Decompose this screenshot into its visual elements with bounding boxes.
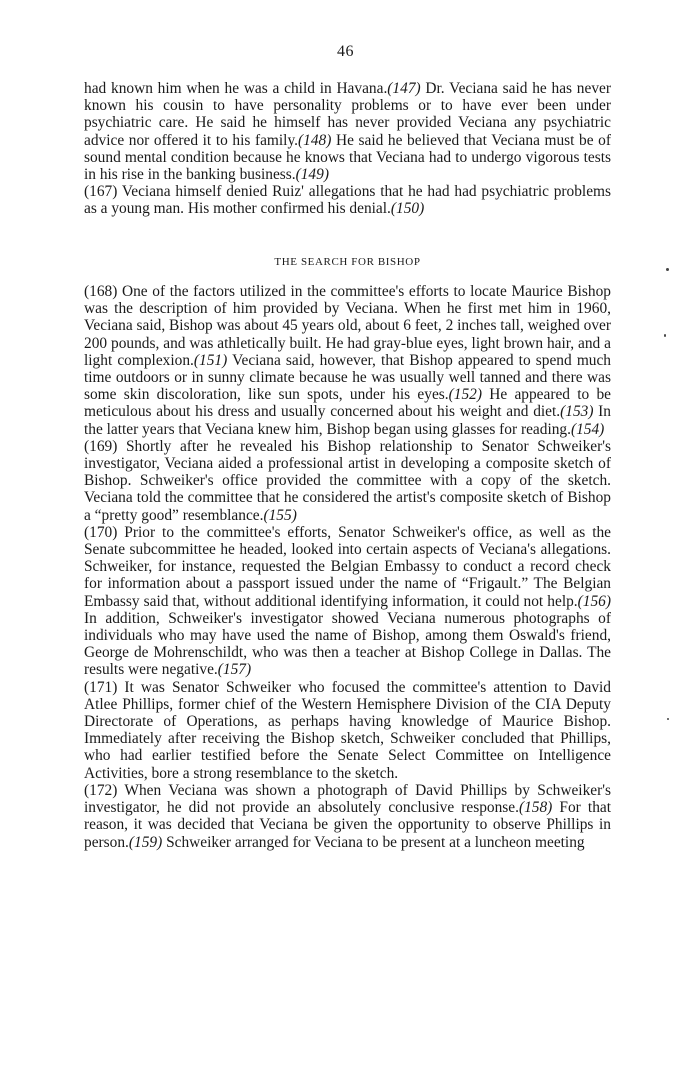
page-number: 46 bbox=[337, 43, 354, 60]
footnote-ref: (155) bbox=[263, 506, 297, 524]
paragraph bbox=[84, 782, 611, 851]
section-heading: THE SEARCH FOR BISHOP bbox=[274, 256, 421, 268]
paragraph-text: He appeared to be meticulous about his dress and usually concerned about his weight and diet. bbox=[84, 386, 612, 421]
paragraph-text: In the latter years that Veciana knew him, Bishop began using glasses for reading. bbox=[84, 403, 612, 438]
paragraph bbox=[84, 438, 611, 524]
footnote-ref: (149) bbox=[295, 166, 329, 184]
paragraph-text: (168) One of the factors utilized in the committee's efforts to locate Maurice Bishop was the description of him provided by Veciana. When he first met him in 1960, Veciana said, Bishop was about 45 years old, about 6 feet, 2 inches tall, weighed over 200 pounds, and was athletically built. He had gray-blue eyes, light brown hair, and a light complexion. bbox=[84, 283, 611, 369]
footnote-ref: (150) bbox=[390, 200, 425, 218]
paragraph-text: had known him when he was a child in Havana. bbox=[84, 80, 388, 97]
paragraph-text: Veciana said, however, that Bishop appeared to spend much time outdoors or in sunny climate because he was usually well tanned and there was some skin discoloration, like sun spots, under his eyes. bbox=[84, 351, 612, 404]
paragraph bbox=[84, 524, 611, 679]
footnote-ref: (151) bbox=[193, 351, 228, 369]
paragraph bbox=[84, 283, 611, 438]
paragraph-text: For that reason, it was decided that Veciana be given the opportunity to observe Phillips in person. bbox=[84, 799, 611, 851]
footnote-ref: (157) bbox=[217, 661, 252, 679]
paragraph bbox=[84, 80, 611, 183]
paragraph-text: (172) When Veciana was shown a photograph of David Phillips by Schweiker's investigator, he did not provide an absolutely conclusive response. bbox=[84, 781, 611, 817]
paragraph-text: Schweiker arranged for Veciana to be present at a luncheon meeting bbox=[162, 833, 585, 851]
footnote-ref: (153) bbox=[560, 403, 594, 421]
margin-mark bbox=[664, 334, 666, 337]
paragraph-text: (171) It was Senator Schweiker who focused the committee's attention to David Atlee Phillips, former chief of the Western Hemisphere Division of the CIA Deputy Directorate of Operations, as perhaps having knowledge of Maurice Bishop. Immediately after receiving the Bishop sketch, Schweiker concluded that Phillips, who had earlier testified before the Senate Select Committee on Intelligence Activities, bore a strong resemblance to the sketch. bbox=[84, 678, 611, 782]
paragraph-text: In addition, Schweiker's investigator showed Veciana numerous photographs of individuals who may have used the name of Bishop, among them Oswald's friend, George de Mohrenschildt, who was then a teacher at Bishop College in Dallas. The results were negative. bbox=[84, 609, 611, 679]
margin-mark bbox=[666, 268, 669, 271]
footnote-ref: (159) bbox=[128, 833, 163, 851]
main-text-block bbox=[84, 283, 611, 851]
footnote-ref: (152) bbox=[448, 386, 482, 404]
margin-mark bbox=[667, 718, 669, 720]
footnote-ref: (156) bbox=[577, 592, 611, 610]
paragraph bbox=[84, 679, 611, 782]
paragraph-text: (169) Shortly after he revealed his Bishop relationship to Senator Schweiker's investigator, Veciana aided a professional artist in developing a composite sketch of Bishop. Schweiker's office provided the committee with a copy of the sketch. Veciana told the committee that he considered the artist's composite sketch of Bishop a “pretty good” resemblance. bbox=[84, 437, 611, 524]
paragraph-text: (167) Veciana himself denied Ruiz' allegations that he had had psychiatric problems as a young man. His mother confirmed his denial. bbox=[84, 183, 611, 218]
paragraph-text: (170) Prior to the committee's efforts, Senator Schweiker's office, as well as the Senate subcommittee he headed, looked into certain aspects of Veciana's allegations. Schweiker, for instance, requested the Belgian Embassy to conduct a record check for information about a passport issued under the name of “Frigault.” The Belgian Embassy said that, without additional identifying information, it could not help. bbox=[84, 523, 611, 610]
paragraph-text: Dr. Veciana said he has never known his cousin to have personality problems or to have ever been under psychiatric care. He said he himself has never provided Veciana any psychiatric advice nor offered it to his family. bbox=[84, 80, 611, 149]
paragraph-text: He said he believed that Veciana must be of sound mental condition because he knows that Veciana had to undergo vigorous tests in his rise in the banking business. bbox=[84, 131, 612, 184]
footnote-ref: (147) bbox=[387, 80, 421, 97]
footnote-ref: (154) bbox=[570, 420, 605, 438]
footnote-ref: (148) bbox=[298, 131, 332, 149]
paragraph bbox=[84, 183, 611, 217]
footnote-ref: (158) bbox=[518, 799, 553, 817]
top-text-block bbox=[84, 80, 611, 218]
